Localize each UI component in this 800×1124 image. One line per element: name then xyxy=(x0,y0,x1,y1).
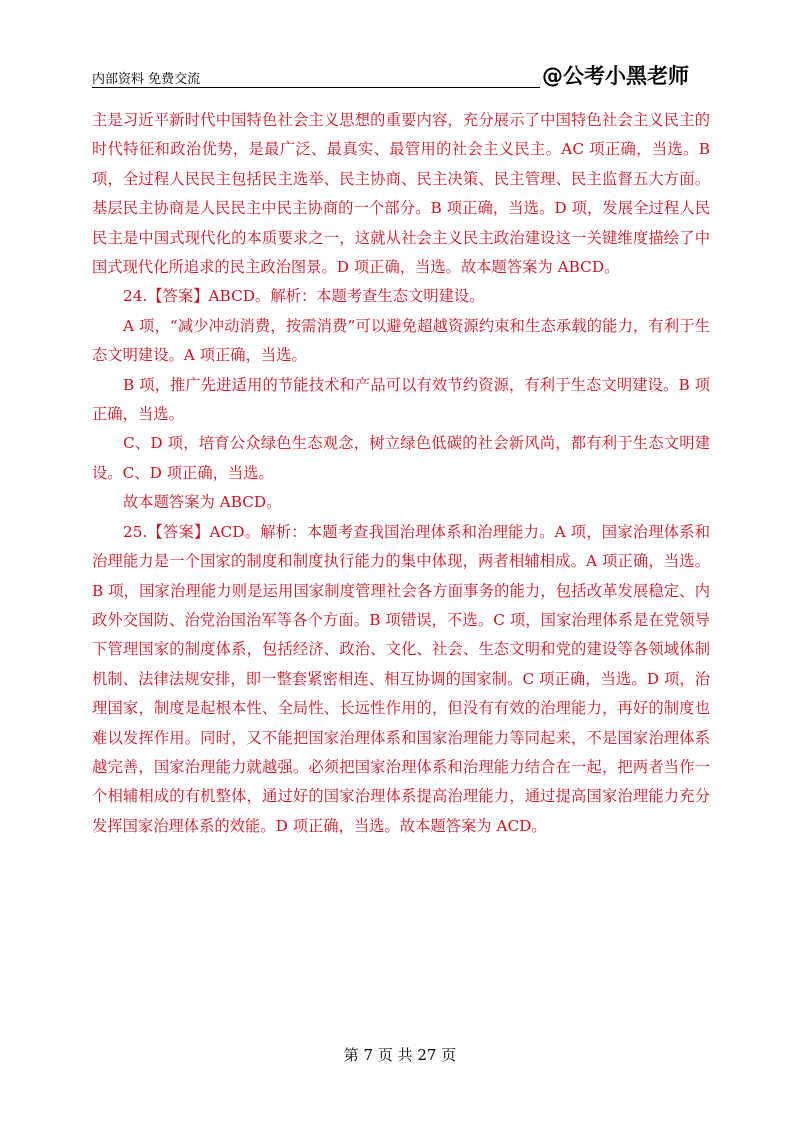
header-left-text: 内部资料 免费交流 xyxy=(92,72,201,87)
page-number: 第 7 页 共 27 页 xyxy=(343,1046,457,1064)
page-header xyxy=(92,60,702,90)
paragraph-24-conclusion: 故本题答案为 ABCD。 xyxy=(123,493,282,512)
paragraph-24-answer: 24.【答案】ABCD。解析：本题考查生态文明建设。 xyxy=(123,287,485,306)
paragraph-24-option-a: A 项，“减少冲动消费，按需消费”可以避免超越资源约束和生态承载的能力，有利于生态文明建设。A 项正确，当选。 xyxy=(92,316,710,365)
paragraph-23-continued: 主是习近平新时代中国特色社会主义思想的重要内容，充分展示了中国特色社会主义民主的时代特征和政治优势，是最广泛、最真实、最管用的社会主义民主。AC 项正确，当选。B 项，全过程人民民主包括民主选举、民主协商、民主决策、民主管理、民主监督五大方面。基层民主协商是人民民主中民主协商的一个部分。B 项正确，当选。D 项，发展全过程人民民主是中国式现代化的本质要求之一，这就从社会主义民主政治建设这一关键维度描绘了中国式现代化所追求的民主政治图景。D 项正确，当选。故本题答案为 ABCD。 xyxy=(92,111,710,277)
header-brand-text: @公考小黑老师 xyxy=(542,64,689,88)
header-divider xyxy=(92,87,540,88)
paragraph-24-option-b: B 项，推广先进适用的节能技术和产品可以有效节约资源，有利于生态文明建设。B 项正确，当选。 xyxy=(92,375,710,424)
paragraph-24-option-cd: C、D 项，培育公众绿色生态观念，树立绿色低碳的社会新风尚，都有利于生态文明建设。C、D 项正确，当选。 xyxy=(92,434,710,482)
paragraph-25-answer: 25.【答案】ACD。解析：本题考查我国治理体系和治理能力。A 项，国家治理体系和治理能力是一个国家的制度和制度执行能力的集中体现，两者相辅相成。A 项正确，当选。B 项，国家治理能力则是运用国家制度管理社会各方面事务的能力，包括改革发展稳定、内政外交国防、治党治国治军等各个方面。B 项错误，不选。C 项，国家治理体系是在党领导下管理国家的制度体系，包括经济、政治、文化、社会、生态文明和党的建设等各领域体制机制、法律法规安排，即一整套紧密相连、相互协调的国家制。C 项正确，当选。D 项，治理国家，制度是起根本性、全局性、长远性作用的，但没有有效的治理能力，再好的制度也难以发挥作用。同时，又不能把国家治理体系和国家治理能力等同起来，不是国家治理体系越完善，国家治理能力就越强。必须把国家治理体系和治理能力结合在一起，把两者当作一个相辅相成的有机整体，通过好的国家治理体系提高治理能力，通过提高国家治理能力充分发挥国家治理体系的效能。D 项正确，当选。故本题答案为 ACD。 xyxy=(92,522,710,835)
document-body xyxy=(92,106,710,841)
